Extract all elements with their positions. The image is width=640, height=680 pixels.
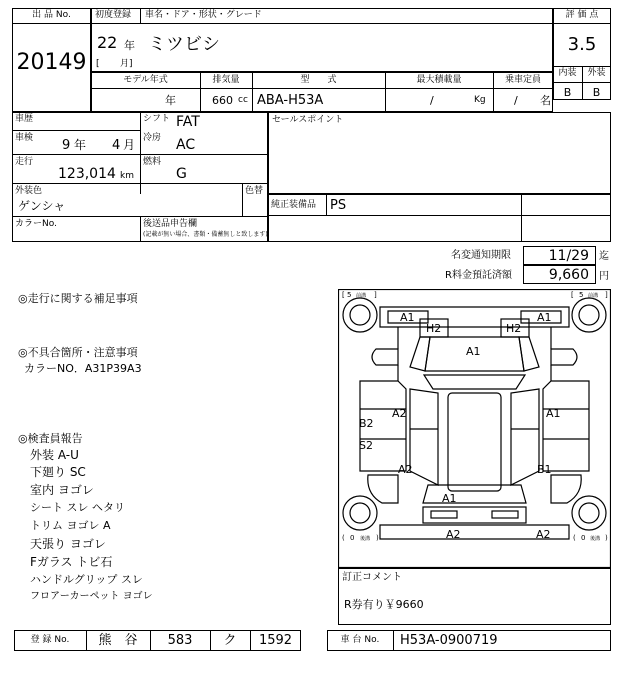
mark-rear-bumper-right: A2 — [536, 528, 551, 541]
shift-label: シフト — [143, 114, 171, 124]
capacity-unit: 名 — [540, 94, 551, 107]
first-reg-month-open: [ — [96, 59, 100, 69]
documents-note: (記載が無い場合、書類・備蓄無しと致します) — [143, 231, 268, 238]
driving-notes-title: ◎走行に関する補足事項 — [18, 292, 138, 305]
overall-grade: 3.5 — [567, 34, 597, 55]
lot-label: 出 品 No. — [32, 10, 71, 20]
registration-class: 583 — [167, 633, 193, 648]
svg-text:[: [ — [342, 291, 345, 299]
mark-headlight-left: H2 — [426, 322, 442, 335]
registration-number: 1592 — [258, 633, 293, 648]
chassis-number: H53A-0900719 — [400, 633, 498, 648]
equipment-box — [268, 194, 611, 216]
first-reg-label: 初度登録 — [95, 10, 132, 20]
tire-front-left-unit: 前溝 — [356, 293, 367, 299]
fuel-value: G — [176, 166, 187, 182]
mark-hood: A1 — [466, 345, 481, 358]
max-load-unit: Kg — [474, 95, 486, 105]
svg-text:(: ( — [573, 534, 576, 542]
displacement-label: 排気量 — [212, 75, 240, 85]
mark-left-pillar: B2 — [359, 417, 374, 430]
defect-notes-title: ◎不具合箇所・注意事項 — [18, 346, 138, 359]
registration-kana: ク — [223, 633, 237, 648]
max-load-sep: / — [430, 94, 434, 107]
model-year-unit: 年 — [165, 94, 176, 107]
mark-left-door-front: A2 — [392, 407, 407, 420]
recycle-label: R料金預託済額 — [445, 270, 512, 281]
color-value: ゲンシャ — [18, 199, 66, 213]
first-reg-year-unit: 年 — [124, 39, 135, 52]
report-line: シート スレ ヘタリ — [30, 501, 125, 514]
tire-rear-right-depth: 0 — [581, 534, 586, 542]
deadline-value: 11/29 — [548, 248, 589, 264]
inspection-year-unit: 年 — [74, 138, 87, 152]
mark-front-bumper-right: A1 — [537, 311, 552, 324]
shift-value: FAT — [176, 114, 200, 130]
inspection-month: 4 — [112, 138, 121, 153]
tire-rear-left-unit: 後溝 — [360, 536, 371, 542]
lot-number: 20149 — [16, 50, 87, 75]
car-name: ミツビシ — [148, 34, 220, 55]
interior-label: 内装 — [558, 68, 577, 78]
svg-text:[: [ — [571, 291, 574, 299]
mileage-label: 走行 — [15, 157, 34, 167]
capacity-label: 乗車定員 — [504, 75, 541, 85]
svg-text:): ) — [376, 534, 379, 542]
mileage-value: 123,014 — [58, 166, 116, 182]
capacity-sep: / — [514, 94, 518, 107]
mark-right-rear: B1 — [537, 463, 552, 476]
car-name-label: 車名・ドア・形状・グレード — [145, 10, 262, 20]
tire-front-right — [572, 298, 606, 332]
exterior-grade: B — [592, 86, 601, 99]
recycle-value: 9,660 — [548, 267, 589, 283]
damage-diagram — [338, 289, 611, 568]
max-load-label: 最大積載量 — [416, 75, 462, 85]
inspection-year: 9 — [62, 138, 71, 153]
tire-front-left — [343, 298, 377, 332]
inspection-month-unit: 月 — [123, 138, 136, 152]
equipment-label: 純正装備品 — [271, 200, 317, 210]
type-label: 型 式 — [300, 75, 337, 85]
svg-text:]: ] — [605, 291, 608, 299]
mark-rear-bumper-left: A2 — [446, 528, 461, 541]
tire-front-left-depth: 5 — [347, 291, 352, 299]
report-line: 天張り ヨゴレ — [30, 537, 106, 551]
ac-label: 冷房 — [143, 133, 162, 143]
sales-point-label: セールスポイント — [272, 115, 344, 125]
defect-color-no: カラーNO．A31P39A3 — [24, 362, 142, 375]
history-label: 車歴 — [15, 114, 34, 124]
color-label: 外装色 — [15, 186, 43, 196]
mark-headlight-right: H2 — [506, 322, 522, 335]
documents-label: 後送品申告欄 — [143, 219, 198, 229]
report-line: 室内 ヨゴレ — [30, 483, 94, 497]
ac-value: AC — [176, 137, 196, 153]
tire-front-right-unit: 前溝 — [588, 293, 599, 299]
report-line: トリム ヨゴレ A — [30, 519, 111, 532]
displacement-value: 660 — [212, 94, 233, 107]
exterior-label: 外装 — [587, 68, 606, 78]
type-value: ABA-H53A — [257, 93, 324, 108]
inspection-label: 車検 — [15, 133, 34, 143]
mark-front-bumper-left: A1 — [400, 311, 415, 324]
svg-text:(: ( — [342, 534, 345, 542]
chassis-label: 車 台 No. — [340, 635, 380, 645]
tire-rear-right — [572, 496, 606, 530]
inspector-report-title: ◎検査員報告 — [18, 432, 83, 445]
recycle-unit: 円 — [599, 271, 609, 282]
report-line: 下廻り SC — [30, 465, 86, 479]
tire-rear-left — [343, 496, 377, 530]
equipment-value: PS — [330, 198, 347, 213]
mark-right-door-front: A1 — [546, 407, 561, 420]
report-line: ハンドルグリップ スレ — [30, 573, 143, 586]
registration-label: 登 録 No. — [30, 635, 70, 645]
svg-text:): ) — [605, 534, 608, 542]
model-year-label: モデル年式 — [123, 75, 168, 85]
displacement-unit: cc — [238, 95, 248, 105]
deadline-label: 名変通知期限 — [451, 250, 511, 261]
tire-front-right-depth: 5 — [579, 291, 584, 299]
registration-area: 熊 谷 — [98, 633, 138, 648]
grade-label: 評 価 点 — [565, 10, 599, 20]
tire-rear-right-unit: 後溝 — [590, 536, 601, 542]
report-line: フロアーカーペット ヨゴレ — [30, 591, 153, 602]
remarks-title: 訂正コメント — [342, 572, 402, 583]
mark-left-sill: S2 — [359, 439, 373, 452]
report-line: 外装 A-U — [30, 448, 79, 462]
remarks-text: R券有り￥9660 — [344, 598, 424, 611]
color-change-label: 色替 — [245, 186, 264, 196]
svg-text:]: ] — [374, 291, 377, 299]
tire-rear-left-depth: 0 — [350, 534, 355, 542]
color-no-label: カラーNo. — [15, 219, 57, 229]
mark-rear-gate: A1 — [442, 492, 457, 505]
mileage-unit: km — [120, 171, 134, 181]
deadline-unit: 迄 — [599, 251, 609, 262]
interior-grade: B — [563, 86, 572, 99]
first-reg-year: 22 — [97, 33, 118, 52]
fuel-label: 燃料 — [143, 157, 162, 167]
mark-left-rear: A2 — [398, 463, 413, 476]
report-line: Fガラス トビ石 — [30, 555, 113, 569]
first-reg-month-unit: 月] — [120, 59, 133, 69]
